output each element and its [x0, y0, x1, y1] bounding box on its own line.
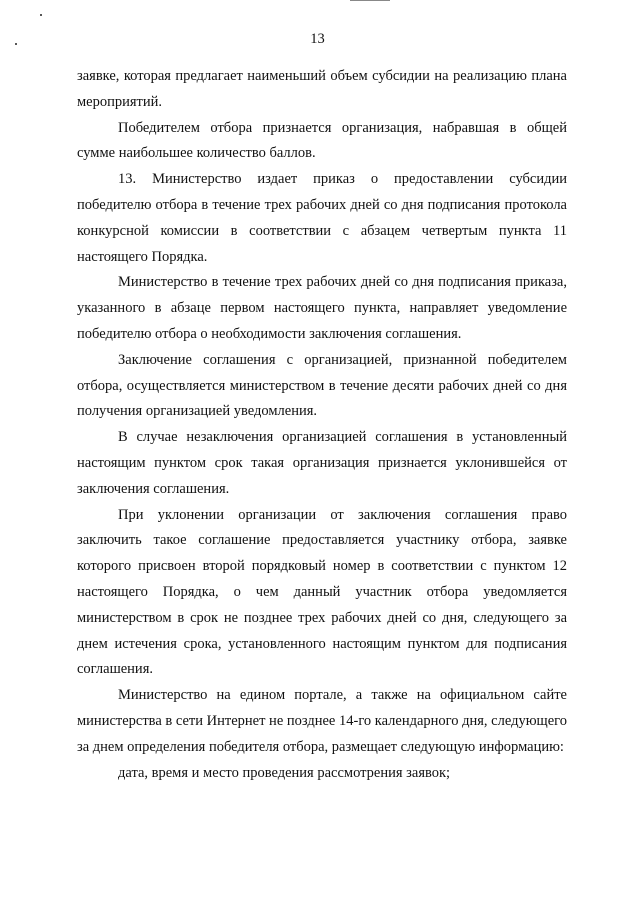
- paragraph: заявке, которая предлагает наименьший объем субсидии на реализацию плана мероприятий.: [77, 68, 567, 110]
- paragraph: Министерство в течение трех рабочих дней со дня подписания приказа, указанного в абзаце первом настоящего пункта, направляет уведомление победителю отбора о необходимости заключения соглашения.: [77, 274, 567, 342]
- document-body: [77, 64, 567, 786]
- paragraph: дата, время и место проведения рассмотрения заявок;: [118, 764, 451, 781]
- page-number: 13: [310, 31, 325, 47]
- paragraph: В случае незаключения организацией соглашения в установленный настоящим пунктом срок такая организация признается уклонившейся от заключения соглашения.: [77, 429, 567, 497]
- scan-edge-mark: [350, 0, 390, 1]
- paragraph: Победителем отбора признается организация, набравшая в общей сумме наибольшее количество баллов.: [77, 119, 567, 162]
- paragraph: Заключение соглашения с организацией, признанной победителем отбора, осуществляется министерством в течение десяти рабочих дней со дня получения организацией уведомления.: [77, 351, 567, 420]
- paragraph: Министерство на едином портале, а также на официальном сайте министерства в сети Интернет не позднее 14-го календарного дня, следующего за днем определения победителя отбора, размещает следующую информацию:: [77, 687, 567, 755]
- paragraph: 13. Министерство издает приказ о предоставлении субсидии победителю отбора в течение трех рабочих дней со дня подписания протокола конкурсной комиссии в соответствии с абзацем четвертым пункта 11 настоящего Порядка.: [77, 171, 567, 265]
- paragraph: При уклонении организации от заключения соглашения право заключить такое соглашение предоставляется участнику отбора, заявке которого присвоен второй порядковый номер в соответствии с пунктом 12 настоящего Порядка, о чем данный участник отбора уведомляется министерством в срок не позднее трех рабочих дней со дня, следующего за днем истечения срока, установленного настоящим пунктом для подписания соглашения.: [77, 506, 567, 678]
- scan-speck: [40, 14, 42, 16]
